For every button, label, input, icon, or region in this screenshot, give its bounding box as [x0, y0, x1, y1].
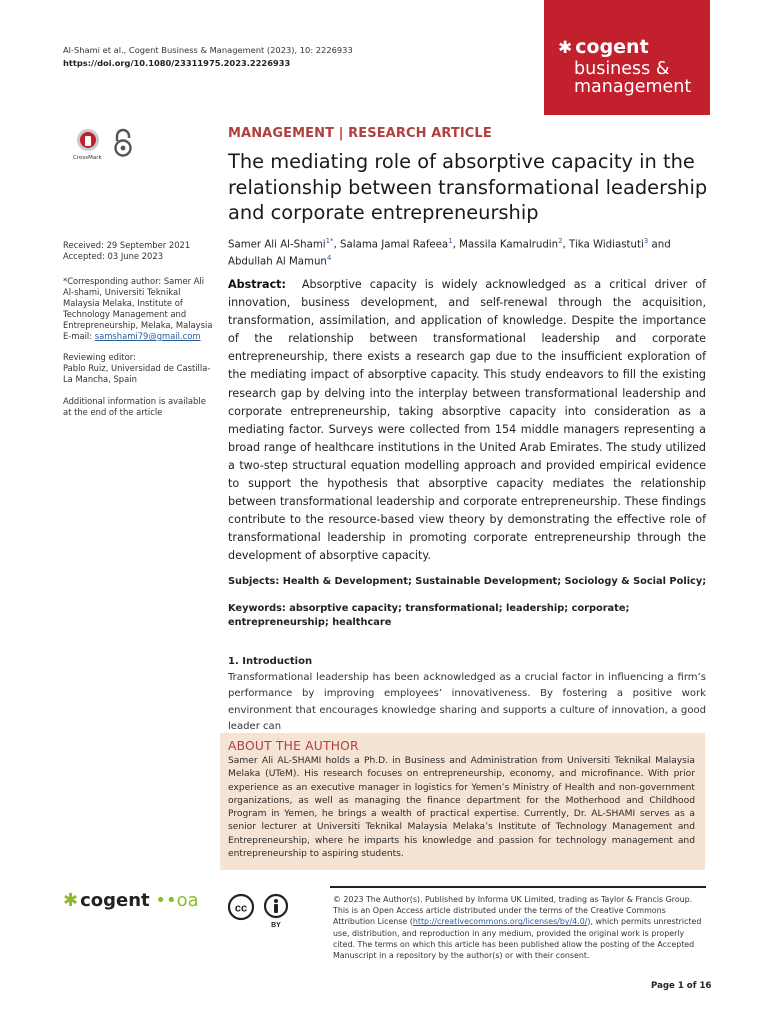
author-affiliation[interactable]: 3 [643, 237, 649, 245]
cogent-oa-text: oa [176, 890, 199, 911]
introduction-text: Transformational leadership has been acknowledged as a crucial factor in influencing a firm’s performance by improving employees’ innovativeness. By fostering a positive work environment that encourages knowledge sharing and supports a culture of innovation, a good leader can [228, 672, 706, 732]
reviewing-editor-label: Reviewing editor: [63, 352, 136, 362]
crossmark-icon[interactable] [73, 129, 103, 167]
keywords: Keywords: absorptive capacity; transformational; leadership; corporate; entrepreneurship; healthcare [228, 603, 630, 628]
author-name[interactable]: Salama Jamal Rafeea [340, 239, 449, 251]
svg-text:cc: cc [234, 902, 248, 915]
email-label: E-mail: [63, 331, 95, 341]
author-name[interactable]: Massila Kamalrudin [459, 239, 559, 251]
copyright-line: © 2023 The Author(s). Published by Informa UK Limited, trading as Taylor & Francis Group. [333, 895, 693, 904]
author-name[interactable]: Abdullah Al Mamun [228, 256, 327, 268]
introduction-heading: 1. Introduction [228, 656, 313, 667]
creative-commons-by-icon[interactable] [228, 893, 292, 929]
abstract [228, 276, 706, 566]
author-affiliation[interactable]: 1* [325, 237, 334, 245]
crossmark-label: CrossMark [73, 155, 102, 161]
reviewing-editor-block [63, 352, 213, 385]
author-name[interactable]: Samer Ali Al-Shami [228, 239, 326, 251]
author-name[interactable]: Tika Widiastuti [569, 239, 644, 251]
email-link[interactable]: samshami79@gmail.com [94, 331, 201, 341]
abstract-text: Absorptive capacity is widely acknowledged as a critical driver of innovation, business development, and self-renewal through the acquisition, transformation, assimilation, and application of knowledge. Despite the importance of the relationship between transformational leadership and corporate entrepreneurship, there exists a research gap due to the insufficient exploration of the mediating impact of absorptive capacity. This study endeavors to fill the existing research gap by delving into the interplay between transformational leadership and corporate entrepreneurship, taking absorptive capacity into consideration as a mediating factor. Surveys were collected from 154 middle managers representing a broad range of healthcare institutions in the United Arab Emirates. The study utilized a two-step structural equation modelling approach and provided empirical evidence to support the hypothesis that absorptive capacity mediates the relationship between transformational leadership and corporate entrepreneurship. These findings contribute to the resource-based view theory by demonstrating the effective role of transformational leadership in promoting corporate entrepreneurship through the development of absorptive capacity. [228, 278, 706, 563]
corresponding-author-block [63, 276, 213, 342]
license-part: ), which permits unrestricted use, distribution, and reproduction in any medium, provided the original work is properly cited. The terms on which this article has been published allow the posting of the Accepted Manuscript in a repository by the author(s) or with their consent. [333, 917, 702, 961]
author-affiliation[interactable]: 2 [558, 237, 563, 245]
journal-name [574, 60, 691, 96]
corresponding-author: *Corresponding author: Samer Ali Al-shami, Universiti Teknikal Malaysia Melaka, Institute of Technology Management and Entrepreneurship, Melaka, Malaysia [63, 276, 213, 330]
reviewing-editor: Pablo Ruiz, Universidad de Castilla-La Mancha, Spain [63, 363, 211, 384]
license-body [333, 905, 705, 961]
article-title: The mediating role of absorptive capacity in the relationship between transformational leadership and corporate entrepreneurship [228, 150, 708, 224]
about-the-author-box [220, 733, 705, 870]
accepted-date: Accepted: 03 June 2023 [63, 251, 164, 261]
article-type-label: MANAGEMENT | RESEARCH ARTICLE [228, 126, 492, 141]
abstract-label: Abstract: [228, 278, 286, 291]
journal-brand-box [544, 0, 710, 115]
subjects: Subjects: Health & Development; Sustainable Development; Sociology & Social Policy; [228, 576, 707, 587]
license-part: This is an Open Access article distributed under the terms of the Creative Commons Attribution License ( [333, 906, 666, 927]
author-separator: and [648, 239, 671, 251]
citation-header [63, 44, 353, 69]
author-list [228, 235, 708, 269]
cogent-sparkle-icon: ✱ [63, 890, 79, 911]
brand-word: cogent [575, 36, 649, 58]
open-access-lock-icon [112, 128, 134, 158]
doi-link[interactable]: https://doi.org/10.1080/23311975.2023.2226933 [63, 57, 291, 68]
author-separator: , [562, 239, 570, 251]
cogent-sparkle-icon: ✱ [558, 38, 573, 58]
cogent-oa-dots: •• [149, 890, 177, 911]
journal-name-line1: business & [574, 59, 670, 79]
page-number: Page 1 of 16 [651, 981, 712, 991]
about-text: Samer Ali AL-SHAMI holds a Ph.D. in Business and Administration from Universiti Teknikal Malaysia Melaka (UTeM). His research focuses on entrepreneurship, economy, and microfinance. With prior experience as an executive manager in logistics for Yemen’s Ministry of Health and non-government organizations, as well as managing the finance department for the Motherhood and Childhood Program in Yemen, he brings a wealth of practical expertise. Currently, Dr. AL-SHAMI serves as a senior lecturer at Universiti Teknikal Malaysia Melaka’s Institute of Technology Management and Entrepreneurship, where he imparts his knowledge and passion for technology management and entrepreneurship to aspiring students. [228, 756, 695, 860]
author-affiliation[interactable]: 4 [326, 253, 332, 262]
footer-divider [330, 886, 706, 888]
cc-by-label: BY [271, 922, 281, 929]
about-heading: ABOUT THE AUTHOR [228, 739, 359, 753]
author-separator: , [333, 239, 341, 251]
cogent-oa-logo[interactable] [63, 890, 199, 911]
journal-brand-logo [558, 36, 649, 58]
additional-info: Additional information is available at the end of the article [63, 396, 206, 417]
email-line [63, 331, 213, 342]
license-text [333, 894, 705, 961]
dates-block [63, 240, 213, 262]
journal-name-line2: management [574, 77, 692, 97]
received-date: Received: 29 September 2021 [63, 240, 191, 250]
cogent-logo-text: cogent [80, 890, 150, 911]
citation-line: Al-Shami et al., Cogent Business & Management (2023), 10: 2226933 [63, 45, 353, 55]
license-link[interactable]: http://creativecommons.org/licenses/by/4.0/ [412, 917, 588, 927]
author-separator: , [452, 239, 460, 251]
author-affiliation[interactable]: 1 [448, 237, 453, 245]
